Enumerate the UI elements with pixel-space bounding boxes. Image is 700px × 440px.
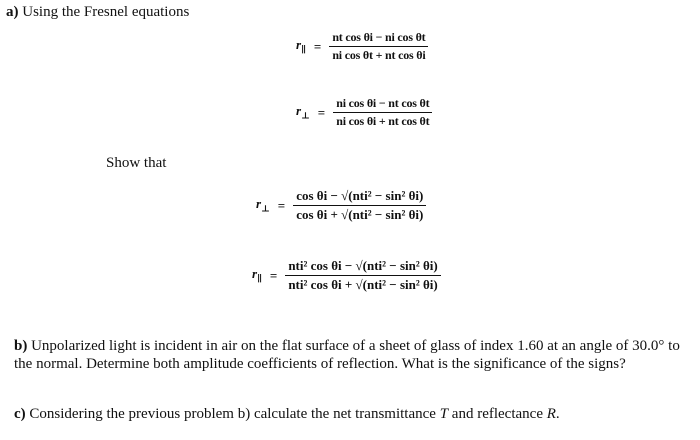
show-r-perp-numerator: cos θi − √(nti² − sin² θi)	[296, 188, 424, 203]
part-c-label: c)	[14, 406, 26, 422]
show-r-perp-symbol: $r_\perp$	[256, 196, 270, 214]
part-c-text-before: Considering the previous problem b) calculate the net transmittance	[29, 406, 436, 422]
fresnel-r-perp-fraction	[333, 96, 432, 129]
show-r-perp-equation	[256, 188, 426, 223]
show-r-parallel-equation	[252, 258, 441, 293]
fresnel-r-parallel-symbol: $r_\parallel$	[296, 37, 306, 55]
part-a-heading-text: Using the Fresnel equations	[22, 4, 190, 20]
show-r-perp-fraction	[293, 188, 426, 223]
equals-sign: =	[317, 104, 326, 120]
part-b-paragraph	[14, 337, 684, 373]
equals-sign: =	[269, 267, 278, 283]
part-b-label: b)	[14, 338, 28, 354]
fresnel-r-parallel-fraction	[329, 30, 428, 63]
part-c-text-mid: and reflectance	[451, 406, 543, 422]
fresnel-r-parallel-denominator: ni cos θt + nt cos θi	[329, 46, 428, 63]
part-b-text: Unpolarized light is incident in air on the flat surface of a sheet of glass of index 1.60 at an angle of 30.0° to the normal. Determine both amplitude coefficients of reflection. What is the significance of the signs?	[14, 338, 680, 372]
fresnel-r-perp-equation	[296, 96, 432, 129]
fresnel-r-parallel-equation	[296, 30, 428, 63]
part-a-label: a)	[6, 4, 19, 20]
part-c-paragraph	[14, 405, 560, 423]
show-r-parallel-numerator: nti² cos θi − √(nti² − sin² θi)	[288, 258, 438, 273]
equals-sign: =	[277, 197, 286, 213]
fresnel-r-perp-symbol: $r_\perp$	[296, 103, 310, 121]
show-r-parallel-denominator: nti² cos θi + √(nti² − sin² θi)	[285, 275, 440, 293]
show-r-parallel-fraction	[285, 258, 440, 293]
part-c-text-end: .	[555, 406, 560, 422]
fresnel-r-perp-denominator: ni cos θi + nt cos θt	[333, 112, 432, 129]
part-a-heading	[6, 3, 189, 21]
show-r-perp-denominator: cos θi + √(nti² − sin² θi)	[293, 205, 426, 223]
fresnel-r-perp-numerator: ni cos θi − nt cos θt	[336, 96, 430, 110]
show-that-label: Show that	[106, 155, 167, 171]
show-r-parallel-symbol: $r_\parallel$	[252, 266, 262, 284]
transmittance-symbol: T	[439, 406, 449, 422]
reflectance-symbol: R	[546, 406, 556, 422]
fresnel-r-parallel-numerator: nt cos θi − ni cos θt	[332, 30, 426, 44]
equals-sign: =	[313, 38, 322, 54]
